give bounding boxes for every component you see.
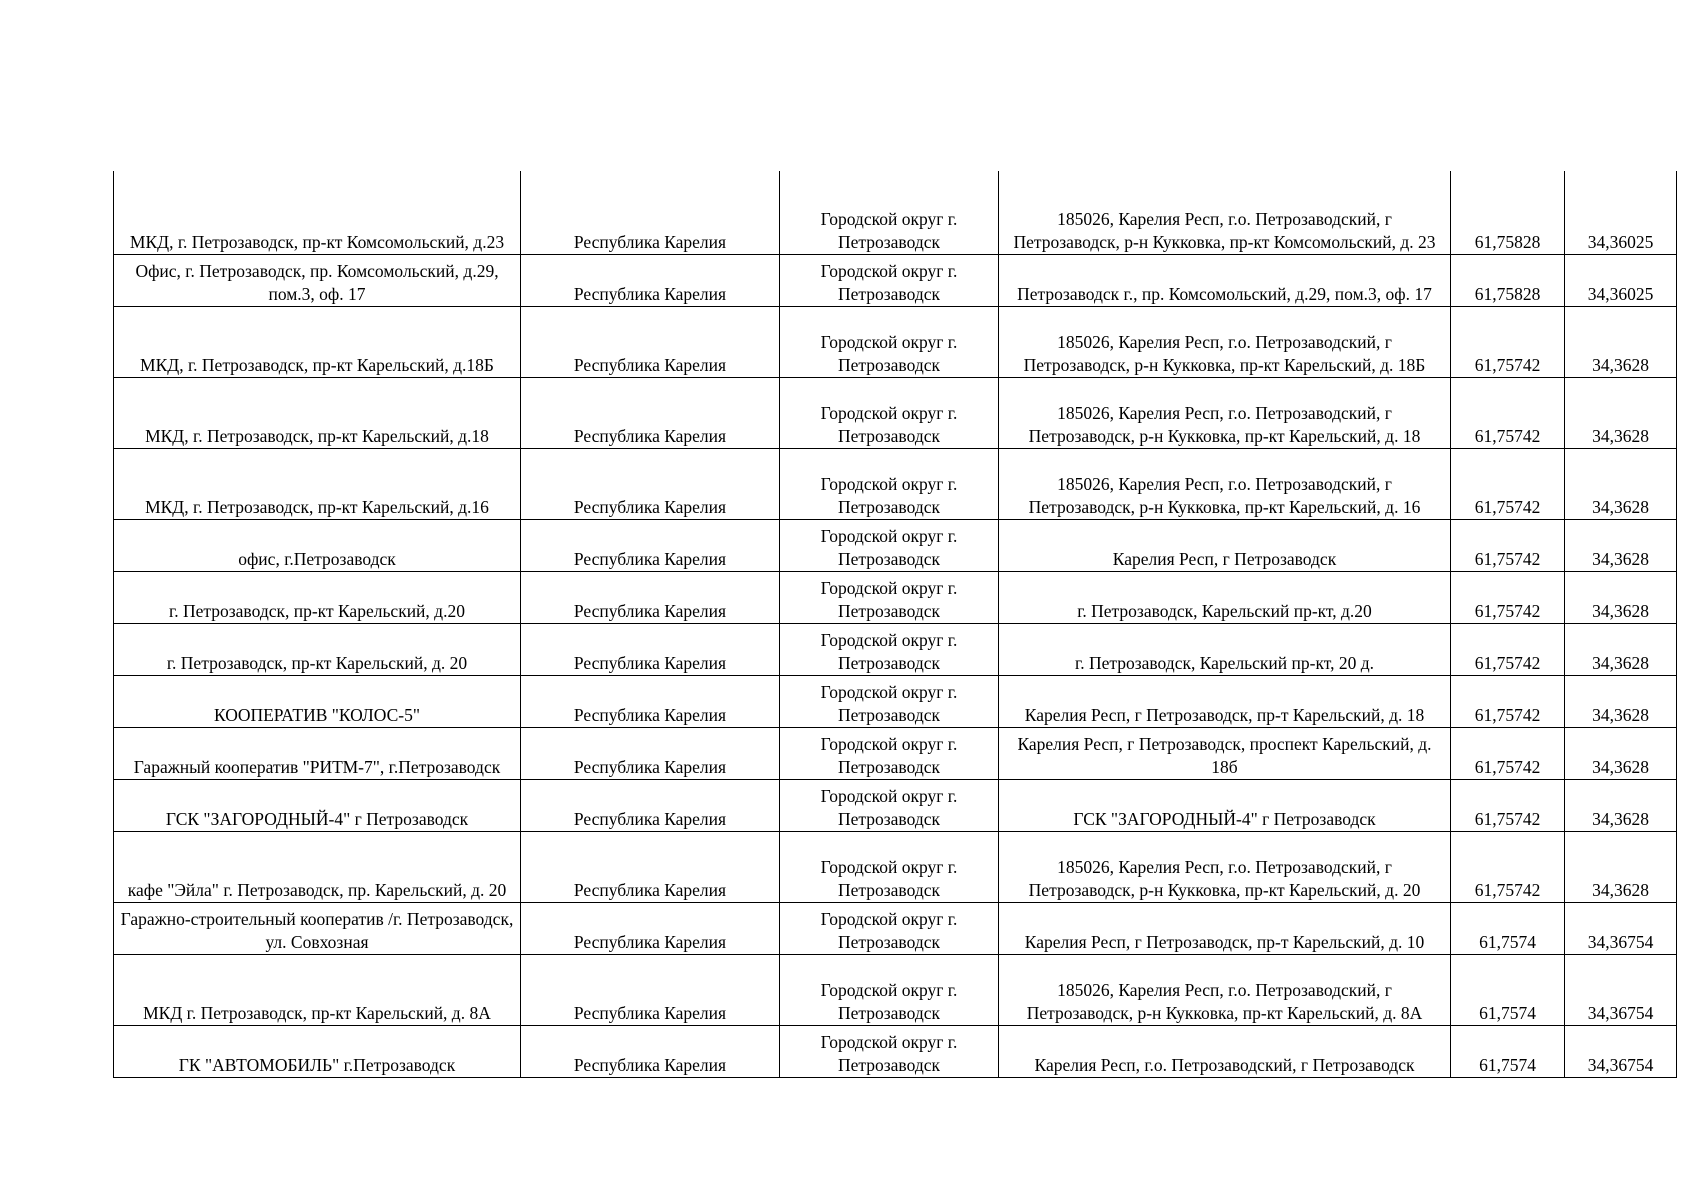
cell-region: Республика Карелия <box>521 831 780 902</box>
cell-address: Карелия Респ, г.о. Петрозаводский, г Петрозаводск <box>999 1025 1451 1077</box>
table-row <box>114 306 1677 377</box>
cell-address: 185026, Карелия Респ, г.о. Петрозаводский, г Петрозаводск, р-н Кукковка, пр-кт Комсомольский, д. 23 <box>999 171 1451 254</box>
cell-longitude: 34,36754 <box>1565 1025 1677 1077</box>
cell-longitude: 34,3628 <box>1565 448 1677 519</box>
cell-name: Гаражно-строительный кооператив /г. Петрозаводск, ул. Совхозная <box>114 902 521 954</box>
cell-name: г. Петрозаводск, пр-кт Карельский, д. 20 <box>114 623 521 675</box>
cell-region: Республика Карелия <box>521 571 780 623</box>
cell-address: Петрозаводск г., пр. Комсомольский, д.29, пом.3, оф. 17 <box>999 254 1451 306</box>
cell-region: Республика Карелия <box>521 377 780 448</box>
cell-region: Республика Карелия <box>521 954 780 1025</box>
cell-address: Карелия Респ, г Петрозаводск, проспект Карельский, д. 18б <box>999 727 1451 779</box>
table-row <box>114 1025 1677 1077</box>
cell-latitude: 61,75742 <box>1451 571 1565 623</box>
table-row <box>114 448 1677 519</box>
table-row <box>114 519 1677 571</box>
cell-name: Гаражный кооператив "РИТМ-7", г.Петрозаводск <box>114 727 521 779</box>
cell-name: МКД г. Петрозаводск, пр-кт Карельский, д. 8А <box>114 954 521 1025</box>
cell-name: ГСК "ЗАГОРОДНЫЙ-4" г Петрозаводск <box>114 779 521 831</box>
cell-longitude: 34,3628 <box>1565 779 1677 831</box>
cell-latitude: 61,75742 <box>1451 727 1565 779</box>
cell-longitude: 34,3628 <box>1565 831 1677 902</box>
cell-longitude: 34,36754 <box>1565 954 1677 1025</box>
cell-address: г. Петрозаводск, Карельский пр-кт, 20 д. <box>999 623 1451 675</box>
cell-latitude: 61,75742 <box>1451 779 1565 831</box>
objects-table <box>113 171 1677 1078</box>
table-row <box>114 727 1677 779</box>
cell-name: ГК "АВТОМОБИЛЬ" г.Петрозаводск <box>114 1025 521 1077</box>
cell-latitude: 61,75742 <box>1451 306 1565 377</box>
table-row <box>114 623 1677 675</box>
cell-region: Республика Карелия <box>521 727 780 779</box>
cell-latitude: 61,75742 <box>1451 519 1565 571</box>
cell-address: 185026, Карелия Респ, г.о. Петрозаводский, г Петрозаводск, р-н Кукковка, пр-кт Карельский, д. 16 <box>999 448 1451 519</box>
cell-latitude: 61,7574 <box>1451 902 1565 954</box>
cell-longitude: 34,36754 <box>1565 902 1677 954</box>
cell-longitude: 34,3628 <box>1565 571 1677 623</box>
cell-name: КООПЕРАТИВ "КОЛОС-5" <box>114 675 521 727</box>
cell-address: Карелия Респ, г Петрозаводск, пр-т Карельский, д. 10 <box>999 902 1451 954</box>
cell-district: Городской округ г. Петрозаводск <box>780 171 999 254</box>
cell-longitude: 34,3628 <box>1565 519 1677 571</box>
cell-region: Республика Карелия <box>521 675 780 727</box>
cell-name: МКД, г. Петрозаводск, пр-кт Комсомольский, д.23 <box>114 171 521 254</box>
cell-region: Республика Карелия <box>521 171 780 254</box>
cell-region: Республика Карелия <box>521 306 780 377</box>
cell-district: Городской округ г. Петрозаводск <box>780 571 999 623</box>
cell-longitude: 34,3628 <box>1565 727 1677 779</box>
cell-district: Городской округ г. Петрозаводск <box>780 306 999 377</box>
cell-latitude: 61,75828 <box>1451 254 1565 306</box>
table-row <box>114 831 1677 902</box>
cell-district: Городской округ г. Петрозаводск <box>780 779 999 831</box>
table-row <box>114 571 1677 623</box>
table-row <box>114 377 1677 448</box>
cell-region: Республика Карелия <box>521 623 780 675</box>
cell-address: 185026, Карелия Респ, г.о. Петрозаводский, г Петрозаводск, р-н Кукковка, пр-кт Карельский, д. 18Б <box>999 306 1451 377</box>
cell-region: Республика Карелия <box>521 519 780 571</box>
cell-region: Республика Карелия <box>521 448 780 519</box>
cell-address: 185026, Карелия Респ, г.о. Петрозаводский, г Петрозаводск, р-н Кукковка, пр-кт Карельский, д. 8А <box>999 954 1451 1025</box>
table-row <box>114 902 1677 954</box>
cell-address: г. Петрозаводск, Карельский пр-кт, д.20 <box>999 571 1451 623</box>
cell-region: Республика Карелия <box>521 779 780 831</box>
cell-name: МКД, г. Петрозаводск, пр-кт Карельский, д.18 <box>114 377 521 448</box>
cell-latitude: 61,75742 <box>1451 448 1565 519</box>
cell-latitude: 61,75742 <box>1451 831 1565 902</box>
cell-district: Городской округ г. Петрозаводск <box>780 254 999 306</box>
cell-region: Республика Карелия <box>521 902 780 954</box>
cell-name: МКД, г. Петрозаводск, пр-кт Карельский, д.16 <box>114 448 521 519</box>
table-row <box>114 954 1677 1025</box>
cell-address: Карелия Респ, г Петрозаводск, пр-т Карельский, д. 18 <box>999 675 1451 727</box>
cell-address: ГСК "ЗАГОРОДНЫЙ-4" г Петрозаводск <box>999 779 1451 831</box>
cell-longitude: 34,36025 <box>1565 171 1677 254</box>
cell-name: офис, г.Петрозаводск <box>114 519 521 571</box>
table-row <box>114 171 1677 254</box>
cell-name: кафе "Эйла" г. Петрозаводск, пр. Карельский, д. 20 <box>114 831 521 902</box>
cell-region: Республика Карелия <box>521 254 780 306</box>
cell-latitude: 61,75742 <box>1451 377 1565 448</box>
cell-name: МКД, г. Петрозаводск, пр-кт Карельский, д.18Б <box>114 306 521 377</box>
table-row <box>114 675 1677 727</box>
cell-district: Городской округ г. Петрозаводск <box>780 519 999 571</box>
cell-latitude: 61,75828 <box>1451 171 1565 254</box>
cell-district: Городской округ г. Петрозаводск <box>780 954 999 1025</box>
table-row <box>114 779 1677 831</box>
cell-district: Городской округ г. Петрозаводск <box>780 448 999 519</box>
cell-longitude: 34,36025 <box>1565 254 1677 306</box>
cell-longitude: 34,3628 <box>1565 675 1677 727</box>
cell-address: 185026, Карелия Респ, г.о. Петрозаводский, г Петрозаводск, р-н Кукковка, пр-кт Карельский, д. 18 <box>999 377 1451 448</box>
cell-longitude: 34,3628 <box>1565 377 1677 448</box>
cell-district: Городской округ г. Петрозаводск <box>780 675 999 727</box>
cell-region: Республика Карелия <box>521 1025 780 1077</box>
cell-name: Офис, г. Петрозаводск, пр. Комсомольский, д.29, пом.3, оф. 17 <box>114 254 521 306</box>
cell-district: Городской округ г. Петрозаводск <box>780 727 999 779</box>
cell-latitude: 61,75742 <box>1451 623 1565 675</box>
cell-latitude: 61,75742 <box>1451 675 1565 727</box>
cell-district: Городской округ г. Петрозаводск <box>780 623 999 675</box>
cell-district: Городской округ г. Петрозаводск <box>780 902 999 954</box>
cell-district: Городской округ г. Петрозаводск <box>780 1025 999 1077</box>
table-row <box>114 254 1677 306</box>
cell-district: Городской округ г. Петрозаводск <box>780 831 999 902</box>
cell-address: Карелия Респ, г Петрозаводск <box>999 519 1451 571</box>
cell-latitude: 61,7574 <box>1451 954 1565 1025</box>
cell-address: 185026, Карелия Респ, г.о. Петрозаводский, г Петрозаводск, р-н Кукковка, пр-кт Карельский, д. 20 <box>999 831 1451 902</box>
cell-district: Городской округ г. Петрозаводск <box>780 377 999 448</box>
cell-longitude: 34,3628 <box>1565 623 1677 675</box>
cell-name: г. Петрозаводск, пр-кт Карельский, д.20 <box>114 571 521 623</box>
cell-longitude: 34,3628 <box>1565 306 1677 377</box>
cell-latitude: 61,7574 <box>1451 1025 1565 1077</box>
